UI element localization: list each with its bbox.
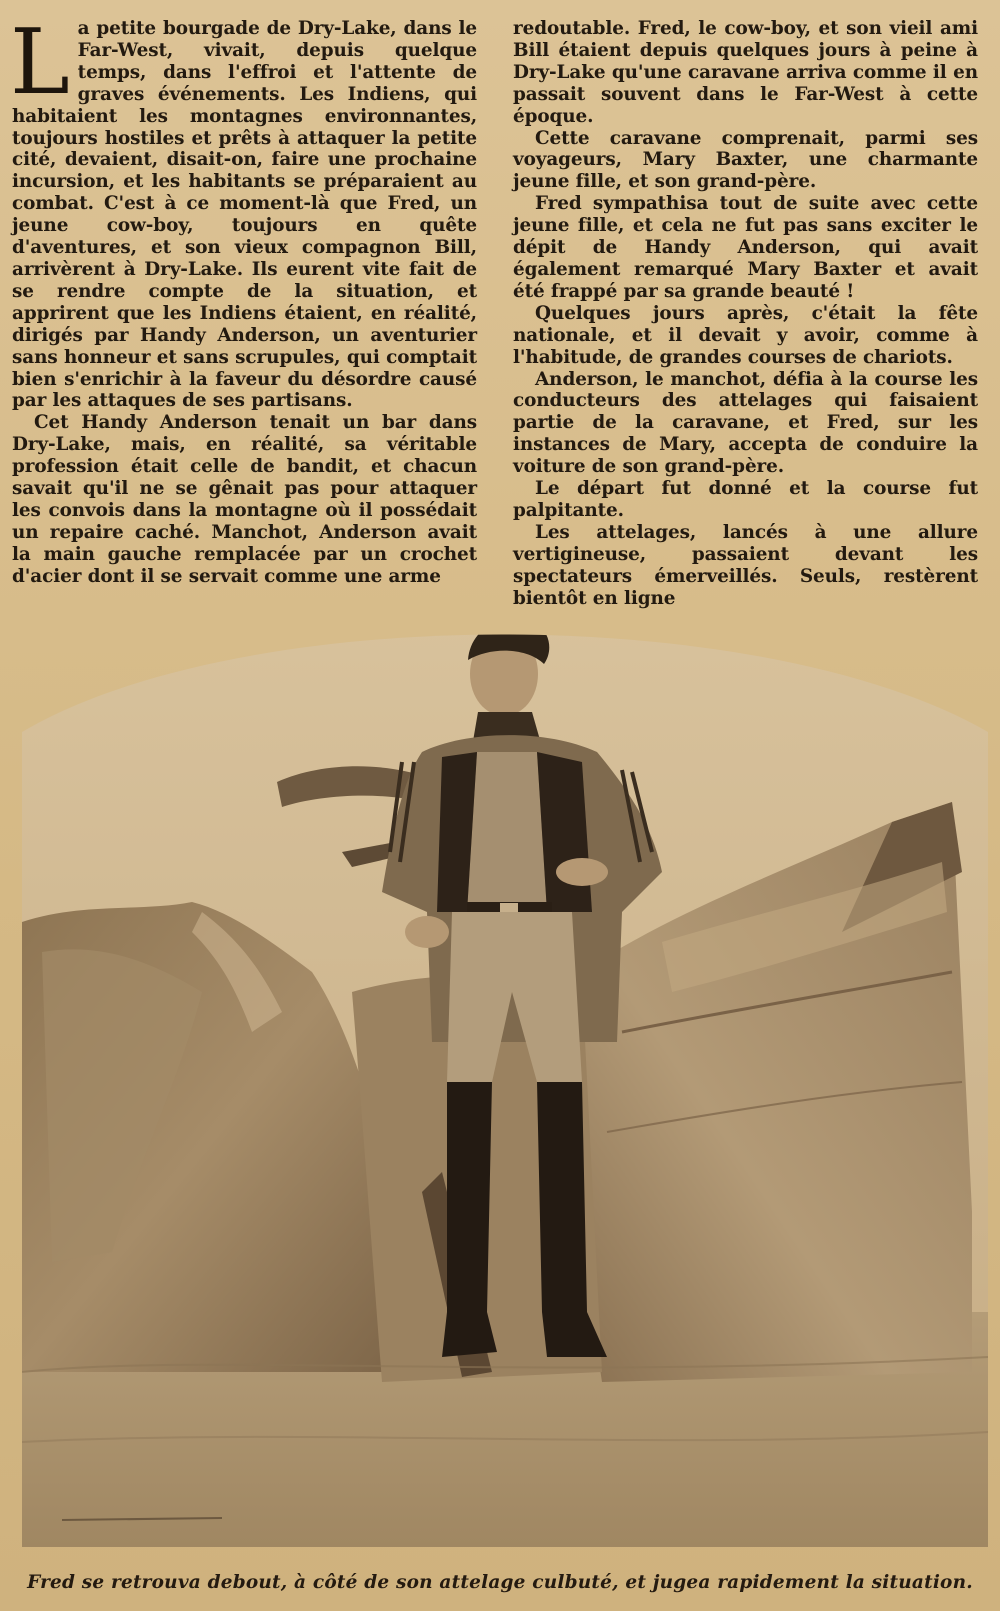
article-paragraph: Cette caravane comprenait, parmi ses voyageurs, Mary Baxter, une charmante jeune fille, et son grand-père.: [513, 127, 978, 193]
drop-cap: L: [10, 10, 70, 115]
article-paragraph: Quelques jours après, c'était la fête nationale, et il devait y avoir, comme à l'habitude, de grandes courses de chariots.: [513, 302, 978, 368]
article-column-right: [513, 18, 978, 609]
article-paragraph: redoutable. Fred, le cow-boy, et son vieil ami Bill étaient depuis quelques jours à peine à Dry-Lake qu'une caravane arriva comme il en passait souvent dans le Far-West à cette époque.: [513, 18, 978, 127]
article-paragraph: Fred sympathisa tout de suite avec cette jeune fille, et cela ne fut pas sans exciter le dépit de Handy Anderson, qui avait également remarqué Mary Baxter et avait été frappé par sa grande beauté !: [513, 193, 978, 302]
article-paragraph: Les attelages, lancés à une allure vertigineuse, passaient devant les spectateurs émerveillés. Seuls, restèrent bientôt en ligne: [513, 521, 978, 609]
photo-caption: Fred se retrouva debout, à côté de son attelage culbuté, et jugea rapidement la situation.: [27, 1572, 973, 1593]
film-still-photo: [22, 612, 988, 1547]
article-paragraph: Le départ fut donné et la course fut palpitante.: [513, 478, 978, 521]
article-paragraph: Anderson, le manchot, défia à la course les conducteurs des attelages qui faisaient partie de la caravane, et Fred, sur les instances de Mary, accepta de conduire la voiture de son grand-père.: [513, 368, 978, 478]
article-paragraph: Cet Handy Anderson tenait un bar dans Dry-Lake, mais, en réalité, sa véritable profession était celle de bandit, et chacun savait qu'il ne se gênait pas pour attaquer les convois dans la montagne où il possédait un repaire caché. Manchot, Anderson avait la main gauche remplacée par un crochet d'acier dont il se servait comme une arme: [12, 412, 477, 587]
photo-illustration: [22, 612, 988, 1547]
article-column-left: [10, 10, 477, 600]
article-text: [10, 10, 978, 609]
article-paragraph: [10, 10, 477, 412]
paragraph-text: a petite bourgade de Dry-Lake, dans le Far-West, vivait, depuis quelque temps, dans l'effroi et l'attente de graves événements. Les Indiens, qui habitaient les montagnes environnantes, toujours hostiles et prêts à attaquer la petite cité, devaient, disait-on, faire une prochaine incursion, et les habitants se préparaient au combat. C'est à ce moment-là que Fred, un jeune cow-boy, toujours en quête d'aventures, et son vieux compagnon Bill, arrivèrent à Dry-Lake. Ils eurent vite fait de se rendre compte de la situation, et apprirent que les Indiens étaient, en réalité, dirigés par Handy Anderson, un aventurier sans honneur et sans scrupules, qui comptait bien s'enrichir à la faveur du désordre causé par les attaques de ses partisans.: [12, 18, 477, 412]
